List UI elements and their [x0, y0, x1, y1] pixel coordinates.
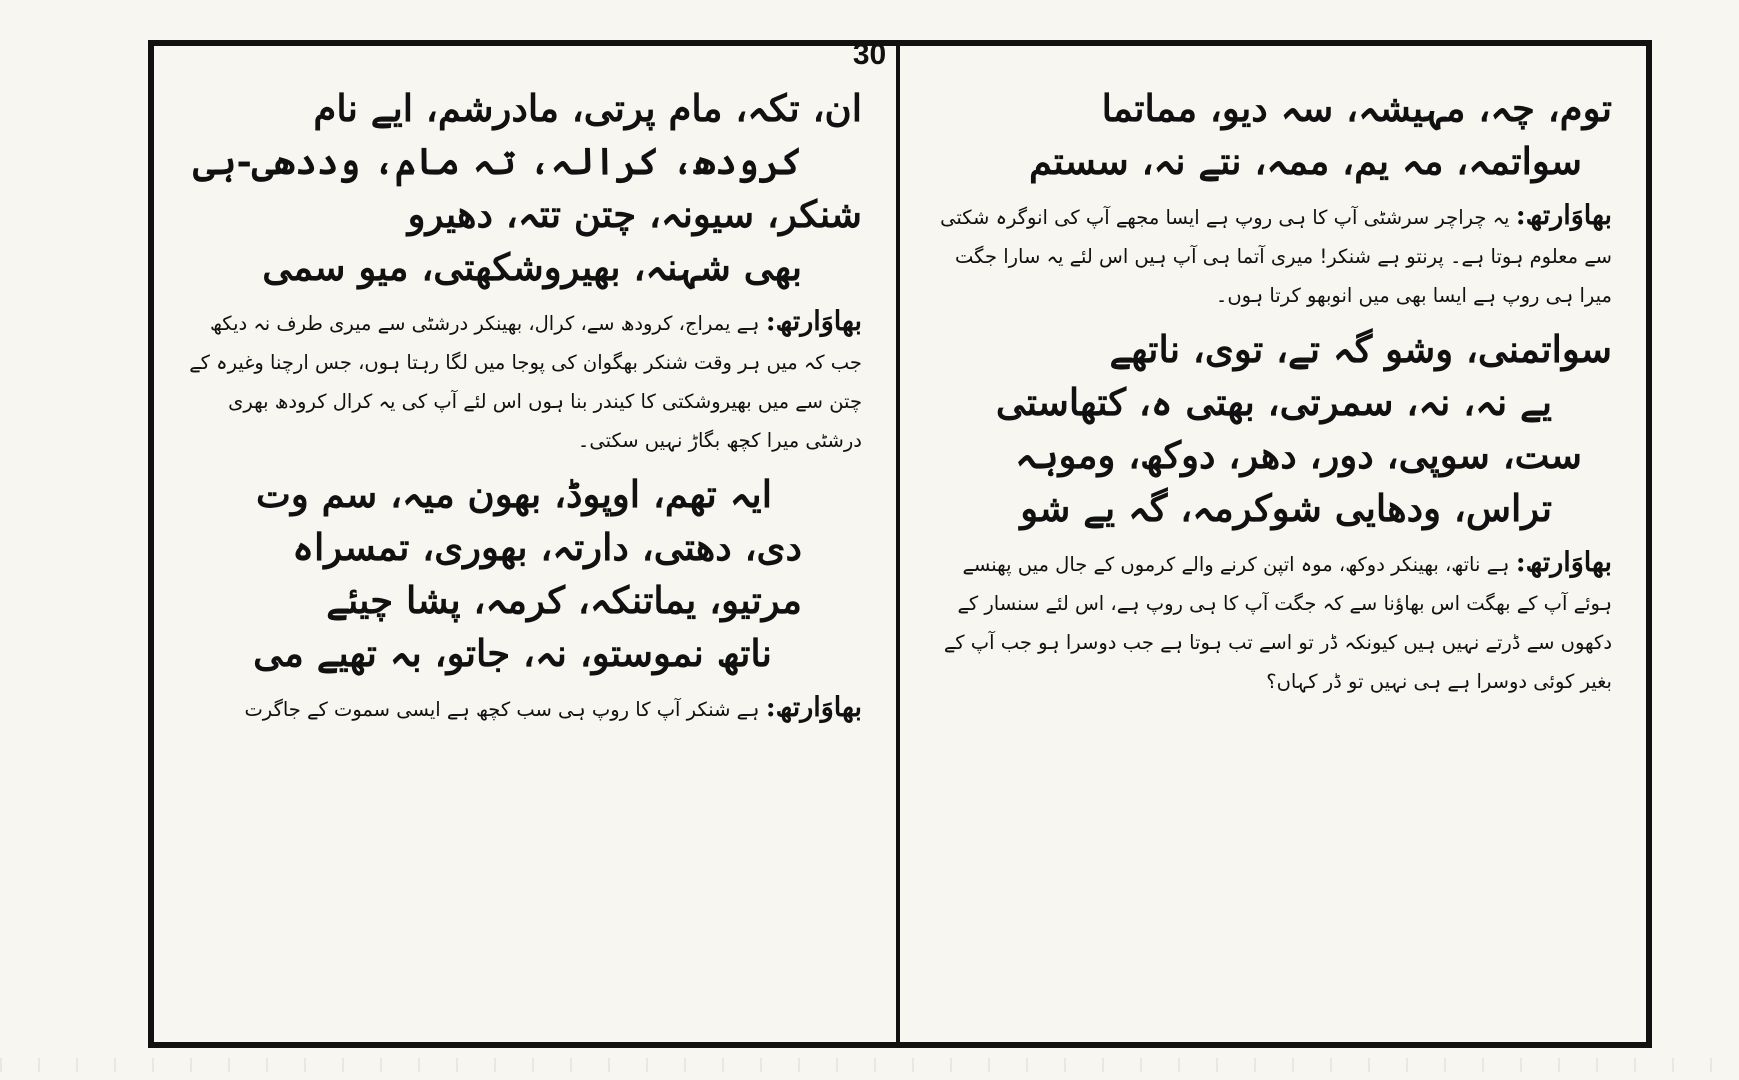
meaning-text: ہے یمراج، کرودھ سے، کرال، بھینکر درشٹی سے میری طرف نہ دیکھ جب کہ میں ہر وقت شنکر بھگوان کی پوجا میں لگا رہتا ہوں، جس ارچنا وغیرہ کے چتن سے میں بھیروشکتی کا کیندر بنا ہوں اس لئے آپ کی یہ کرال کرودھ بھری درشٹی میرا کچھ بگاڑ نہیں سکتی۔ [189, 312, 862, 452]
meaning-text: ہے ناتھ، بھینکر دوکھ، موہ اتپن کرنے والے کرموں کے جال میں پھنسے ہوئے آپ کے بھگت اس بھاؤنا سے کہ جگت آپ کا ہی روپ ہے، اس لئے سنسار کے دکھوں سے ڈرتے نہیں ہیں کیونکہ ڈر تو اسے تب ہوتا ہے جب دوسرا ہو جب آپ کے بغیر کوئی دوسرا ہے ہی نہیں تو ڈر کہاں؟ [943, 553, 1612, 693]
meaning-heading: بھاوَارتھ: [1515, 200, 1612, 231]
verse-line: یے نہ، نہ، سمرتی، بھتی ہ، کتھاستی [995, 380, 1552, 424]
verse-line: مرتیو، یماتنکہ، کرمہ، پشا چیئے [326, 578, 802, 622]
verse-line: سواتمہ، مہ یم، ممہ، نتے نہ، سستم [1028, 139, 1582, 183]
meaning-paragraph [184, 302, 862, 460]
meaning-text: ہے شنکر آپ کا روپ ہی سب کچھ ہے ایسی سموت کے جاگرت [244, 698, 760, 721]
verse-line: بھی شہنہ، بھیروشکھتی، میو سمی [262, 245, 802, 289]
meaning-paragraph [184, 688, 862, 729]
verse-line: توم، چہ، مہیشہ، سہ دیو، مماتما [1101, 86, 1612, 130]
verse-line: دی، دھتی، دارتہ، بھوری، تمسراہ [292, 525, 802, 569]
left-column [154, 46, 900, 1042]
page-frame [148, 40, 1652, 1048]
scan-artifacts [0, 1058, 1739, 1072]
verse-line: ان، تکہ، مام پرتی، مادرشم، ایے نام [313, 86, 862, 130]
verse-line: ست، سوپی، دور، دھر، دوکھ، وموہہ [1015, 433, 1582, 477]
verse-line: ناتھ نموستو، نہ، جاتو، بہ تھیے می [253, 631, 772, 675]
page-number: 30 [852, 38, 887, 71]
meaning-heading: بھاوَارتھ: [1515, 547, 1612, 578]
verse-line: سواتمنی، وشو گہ تے، توی، ناتھے [1109, 327, 1612, 371]
verse-line: کرودھ، کرالہ، تہ مام، وددھی-ہی [193, 139, 802, 183]
meaning-paragraph [930, 196, 1612, 315]
meaning-paragraph [930, 543, 1612, 701]
verse-line: تراس، ودھایی شوکرمہ، گہ یے شو [1020, 486, 1552, 530]
verse-line: ایہ تھم، اوپوڈ، بھون میہ، سم وت [255, 472, 772, 516]
meaning-heading: بھاوَارتھ: [765, 306, 862, 337]
meaning-heading: بھاوَارتھ: [765, 692, 862, 723]
verse-line: شنکر، سیونہ، چتن تتہ، دھیرو [407, 192, 862, 236]
right-column [900, 46, 1646, 1042]
meaning-text: یہ چراچر سرشٹی آپ کا ہی روپ ہے ایسا مجھے آپ کی انوگرہ شکتی سے معلوم ہوتا ہے۔ پرنتو ہے شنکر! میری آتما ہی آپ ہیں اس لئے یہ سارا جگت میرا ہی روپ ہے ایسا بھی میں انوبھو کرتا ہوں۔ [940, 206, 1612, 307]
